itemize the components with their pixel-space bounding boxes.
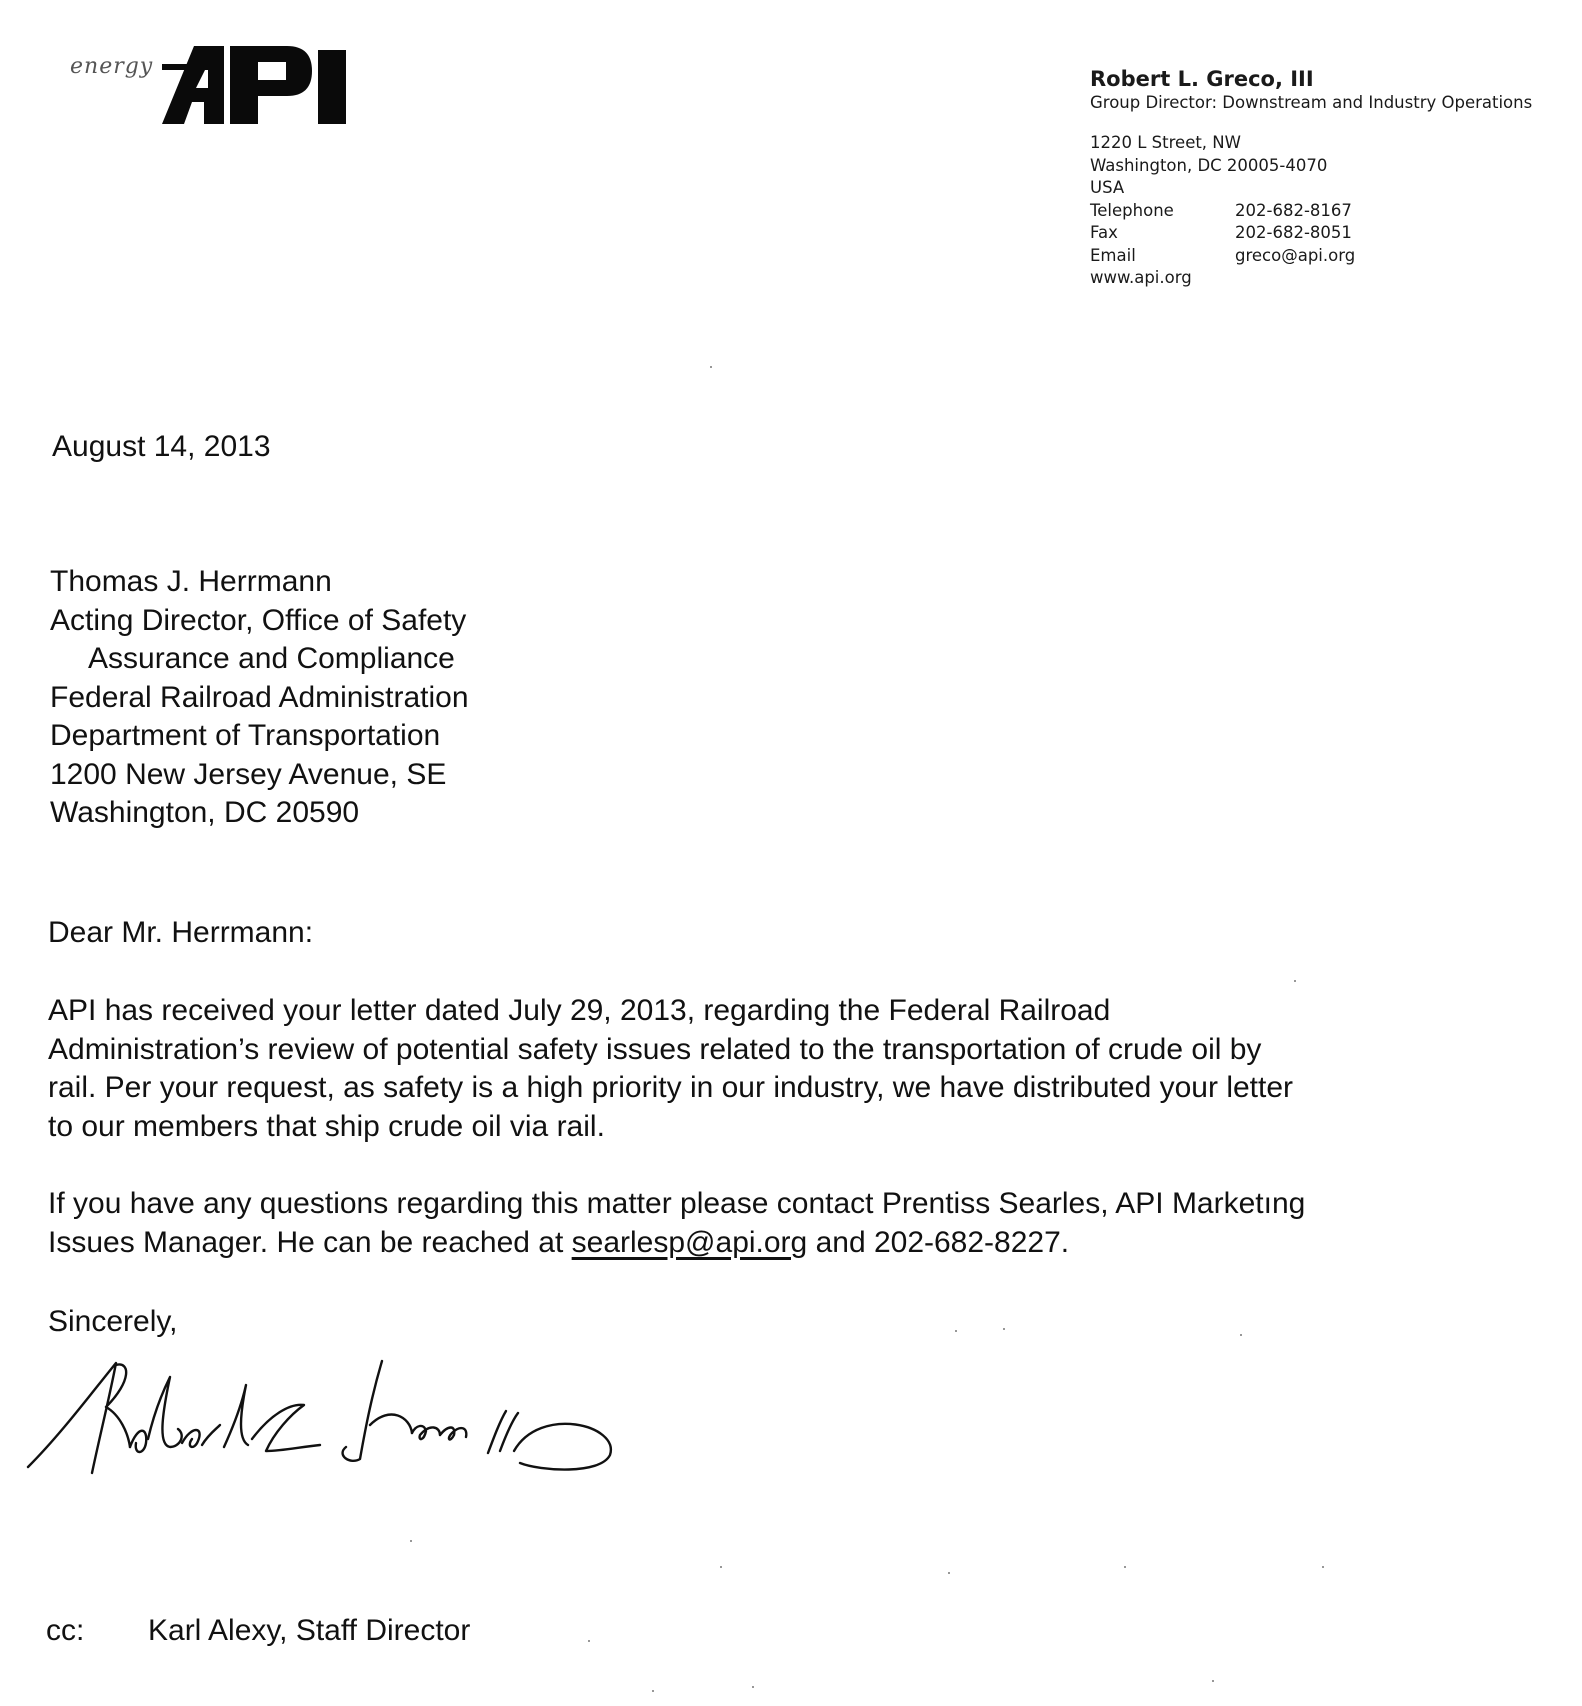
paragraph-text: Issues Manager. He can be reached at [48,1225,572,1259]
paragraph-text: and 202-682-8227. [807,1225,1070,1259]
sender-name: Robert L. Greco, III [1090,67,1314,91]
paragraph-line: API has received your letter dated July 29, 2013, regarding the Federal Railroad [48,994,1111,1027]
api-wordmark-graphic [162,46,402,126]
recipient-title-line2: Assurance and Compliance [88,642,455,675]
paragraph-line: If you have any questions regarding this matter please contact Prentiss Searles, API Marketıng [48,1187,1306,1220]
handwritten-signature [20,1355,620,1495]
paragraph-line: rail. Per your request, as safety is a high priority in our industry, we have distributed your letter [48,1071,1294,1104]
fax-label: Fax [1090,223,1118,242]
paragraph-line: Administration’s review of potential safety issues related to the transportation of crude oil by [48,1032,1262,1066]
body-paragraph-2 [48,1185,1548,1262]
website: www.api.org [1090,268,1192,287]
scan-speck [710,366,712,368]
closing: Sincerely, [48,1305,178,1338]
scan-speck [1240,1334,1242,1336]
recipient-street: 1200 New Jersey Avenue, SE [50,757,447,791]
recipient-title-line1: Acting Director, Office of Safety [50,603,467,637]
email-row [1090,245,1570,268]
fax-row [1090,222,1570,245]
telephone-label: Telephone [1090,200,1174,220]
paragraph-line [48,1224,1548,1263]
scan-speck [652,1690,654,1692]
letter-date: August 14, 2013 [52,430,271,463]
contact-email-link[interactable]: searlesp@api.org [571,1225,808,1259]
telephone-row [1090,200,1570,223]
scan-speck [1322,1566,1324,1568]
scan-speck [1212,1680,1214,1682]
salutation: Dear Mr. Herrmann: [48,916,314,949]
api-logo [70,46,340,126]
sender-title: Group Director: Downstream and Industry Operations [1090,93,1533,112]
scan-speck [752,1686,754,1688]
cc-line [46,1612,470,1651]
body-paragraph-1 [48,992,1548,1146]
cc-label: cc: [46,1614,85,1647]
scan-speck [588,1640,590,1642]
scan-speck [1294,980,1296,982]
recipient-agency: Federal Railroad Administration [50,680,469,714]
sender-address-line1: 1220 L Street, NW [1090,133,1241,152]
paragraph-line: to our members that ship crude oil via rail. [48,1109,605,1143]
email-value: greco@api.org [1235,245,1356,265]
recipient-name: Thomas J. Herrmann [50,565,332,598]
sender-country: USA [1090,178,1125,197]
recipient-address-block [50,563,469,833]
recipient-department: Department of Transportation [50,719,441,752]
email-label: Email [1090,245,1136,265]
recipient-city: Washington, DC 20590 [50,796,360,829]
scan-speck [1124,1566,1126,1568]
sender-address-line2: Washington, DC 20005-4070 [1090,155,1328,175]
scan-speck [1003,1328,1005,1330]
scan-speck [410,1540,412,1542]
scan-speck [948,1572,950,1574]
telephone-value: 202-682-8167 [1235,200,1352,220]
cc-recipient: Karl Alexy, Staff Director [148,1614,471,1647]
letterhead-contact [1090,66,1570,290]
scan-speck [720,1566,722,1568]
logo-tagline: energy [70,54,154,79]
scan-speck [955,1330,957,1332]
fax-value: 202-682-8051 [1235,223,1352,242]
